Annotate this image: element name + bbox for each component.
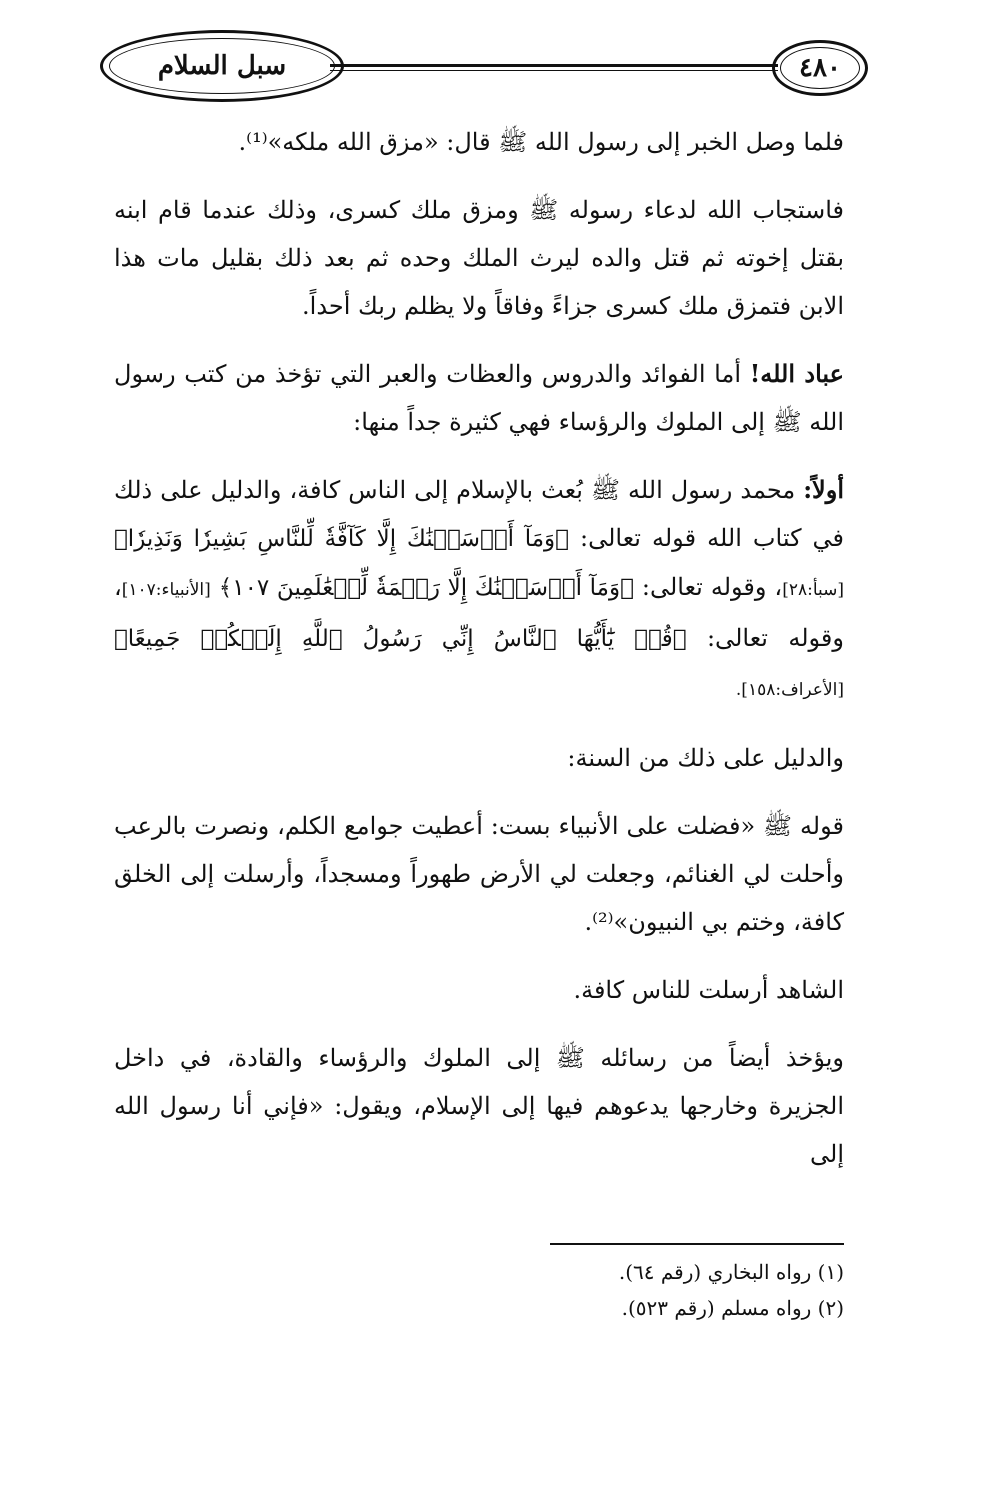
paragraph-1: فلما وصل الخبر إلى رسول الله ﷺ قال: «مزق الله ملكه»⁽¹⁾. [238, 128, 844, 156]
footnotes [114, 1254, 844, 1326]
header-rule-thin [330, 70, 778, 71]
quran-verse-3: ﴿قُلۡ يَٰٓأَيُّهَا ٱلنَّاسُ إِنِّي رَسُولُ ٱللَّهِ إِلَيۡكُمۡ جَمِيعًا﴾ [114, 626, 687, 652]
paragraph-2: فاستجاب الله لدعاء رسوله ﷺ ومزق ملك كسرى، وذلك عندما قام ابنه بقتل إخوته ثم قتل والده ليرث الملك وحده ثم بعد ذلك بقليل مات هذا الابن فتمزق ملك كسرى جزاءً وفاقاً ولا يظلم ربك أحداً. [114, 196, 845, 320]
quran-verse-2: ﴿وَمَآ أَرۡسَلۡنَٰكَ إِلَّا رَحۡمَةٗ لِّلۡعَٰلَمِينَ ١٠٧﴾ [218, 575, 634, 601]
paragraph-4-text: محمد رسول الله ﷺ بُعث بالإسلام إلى الناس كافة، والدليل على ذلك في كتاب الله قوله تعالى: [114, 476, 844, 552]
footnote-divider [550, 1243, 844, 1245]
page-body [114, 118, 844, 1198]
footnote-1: (١) رواه البخاري (رقم ٦٤). [618, 1260, 844, 1284]
page-header [100, 28, 868, 108]
verse-reference-1: [سبأ:٢٨] [782, 580, 845, 600]
connector-1: ، وقوله تعالى: [633, 573, 783, 601]
footnote-2: (٢) رواه مسلم (رقم ٥٢٣). [621, 1296, 844, 1320]
paragraph-4-lead: أولاً: [803, 475, 844, 504]
header-rule [330, 64, 778, 67]
paragraph-3 [114, 350, 844, 446]
paragraph-6: قوله ﷺ «فضلت على الأنبياء بست: أعطيت جوامع الكلم، ونصرت بالرعب وأحلت لي الغنائم، وجعلت لي الأرض طهوراً ومسجداً، وأرسلت إلى الخلق كافة، وختم بي النبيون»⁽²⁾. [114, 812, 844, 936]
paragraph-4 [114, 466, 844, 714]
book-title: سبل السلام [157, 51, 287, 81]
connector-2: ، وقوله تعالى: [114, 573, 844, 652]
paragraph-3-text: أما الفوائد والدروس والعظات والعبر التي تؤخذ من كتب رسول الله ﷺ إلى الملوك والرؤساء فهي كثيرة جداً منها: [114, 360, 844, 436]
paragraph-3-lead: عباد الله! [749, 359, 844, 388]
paragraph-7: الشاهد أرسلت للناس كافة. [573, 976, 844, 1004]
verse-reference-2: [الأنبياء:١٠٧] [121, 580, 211, 600]
quran-verse-1: ﴿وَمَآ أَرۡسَلۡنَٰكَ إِلَّا كَآفَّةٗ لِّلنَّاسِ بَشِيرٗا وَنَذِيرٗا﴾ [114, 526, 569, 552]
paragraph-8: ويؤخذ أيضاً من رسائله ﷺ إلى الملوك والرؤساء والقادة، في داخل الجزيرة وخارجها يدعوهم فيها إلى الإسلام، ويقول: «فإني أنا رسول الله إلى [114, 1044, 844, 1168]
page-number: ٤٨٠ [799, 53, 841, 83]
paragraph-5: والدليل على ذلك من السنة: [567, 744, 844, 772]
verse-reference-3: [الأعراف:١٥٨]. [735, 680, 844, 700]
